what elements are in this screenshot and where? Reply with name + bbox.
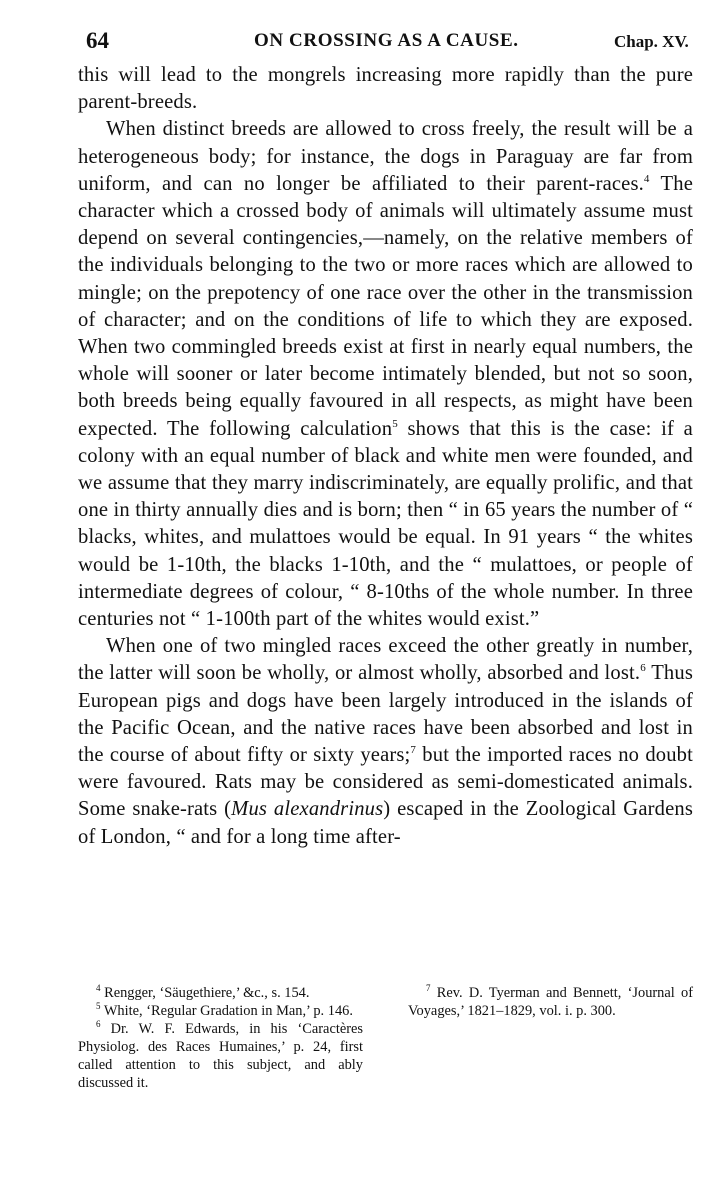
paragraph-3	[78, 633, 693, 851]
paragraph-2-text-b: The character which a crossed body of animals will ultimately assume must depend on several contingencies,—namely, on the relative members of the individuals belonging to the two or more races which are allowed to mingle; on the prepotency of one race over the other in the transmission of character; and on the conditions of life to which they are exposed. When two commingled breeds exist at first in nearly equal numbers, the whole will sooner or later become intimately blended, but not so soon, both breeds being equally favoured in all respects, as might have been expected. The following calculation	[78, 172, 693, 440]
footnote-ref-7: 7	[410, 744, 417, 757]
paragraph-2-text-a: When distinct breeds are allowed to cross freely, the result will be a heterogeneous body; for instance, the dogs in Paraguay are far from uniform, and can no longer be affiliated to their parent-races.	[78, 118, 693, 195]
footnote-6-text: Dr. W. F. Edwards, in his ‘Caractères Physiolog. des Races Humaines,’ p. 24, first called attention to this subject, and ably discussed it.	[78, 1021, 363, 1091]
page-number: 64	[86, 28, 109, 53]
paragraph-3-text-c: but the imported races no doubt were favoured. Rats may be considered as semi-domesticated animals. Some snake-rats (	[78, 744, 693, 821]
footnotes	[78, 984, 693, 1092]
footnote-5-text: White, ‘Regular Gradation in Man,’ p. 146.	[100, 1003, 353, 1019]
chapter-label: Chap. XV.	[614, 32, 689, 51]
footnote-4-text: Rengger, ‘Säugethiere,’ &c., s. 154.	[100, 985, 310, 1001]
footnote-ref-5: 5	[392, 417, 398, 430]
book-page	[78, 28, 693, 851]
footnote-ref-6: 6	[640, 662, 646, 675]
paragraph-3-text-a: When one of two mingled races exceed the other greatly in number, the latter will soon be wholly, or almost wholly, absorbed and lost.	[78, 635, 693, 685]
paragraph-1	[78, 62, 693, 116]
paragraph-3-text-d: ) escaped in the Zoological Gardens of London, “ and for a long time after-	[78, 798, 693, 848]
species-name: Mus alexandrinus	[231, 798, 384, 821]
footnote-6-mark: 6	[96, 1019, 101, 1030]
footnote-5	[78, 1002, 363, 1020]
running-title: ON CROSSING AS A CAUSE.	[254, 30, 519, 51]
footnote-6	[78, 1020, 363, 1092]
footnote-4-mark: 4	[96, 983, 101, 994]
paragraph-2	[78, 116, 693, 633]
footnote-7-text: Rev. D. Tyerman and Bennett, ‘Journal of Voyages,’ 1821–1829, vol. i. p. 300.	[408, 985, 693, 1019]
paragraph-2-text-c: shows that this is the case: if a colony with an equal number of black and white men were founded, and we assume that they marry indiscriminately, are equally prolific, and that one in thirty annually dies and is born; then “ in 65 years the number of “ blacks, whites, and mulattoes would be equal. In 91 years “ the whites would be 1-10th, the blacks 1-10th, and the “ mulattoes, or people of intermediate degrees of colour, “ 8-10ths of the whole number. In three centuries not “ 1-100th part of the whites would exist.”	[78, 417, 693, 631]
running-header	[78, 28, 693, 62]
footnote-ref-4: 4	[643, 172, 650, 185]
footnote-7-mark: 7	[426, 983, 431, 994]
footnote-7	[408, 984, 693, 1020]
footnotes-left-column	[78, 984, 363, 1092]
footnote-4	[78, 984, 363, 1002]
paragraph-1-text: this will lead to the mongrels increasing more rapidly than the pure parent-breeds.	[78, 64, 693, 114]
footnotes-right-column	[408, 984, 693, 1092]
main-text	[78, 62, 693, 851]
footnote-5-mark: 5	[96, 1001, 101, 1012]
paragraph-3-text-b: Thus European pigs and dogs have been largely introduced in the islands of the Pacific Ocean, and the native races have been absorbed and lost in the course of about fifty or sixty years;	[78, 662, 693, 767]
